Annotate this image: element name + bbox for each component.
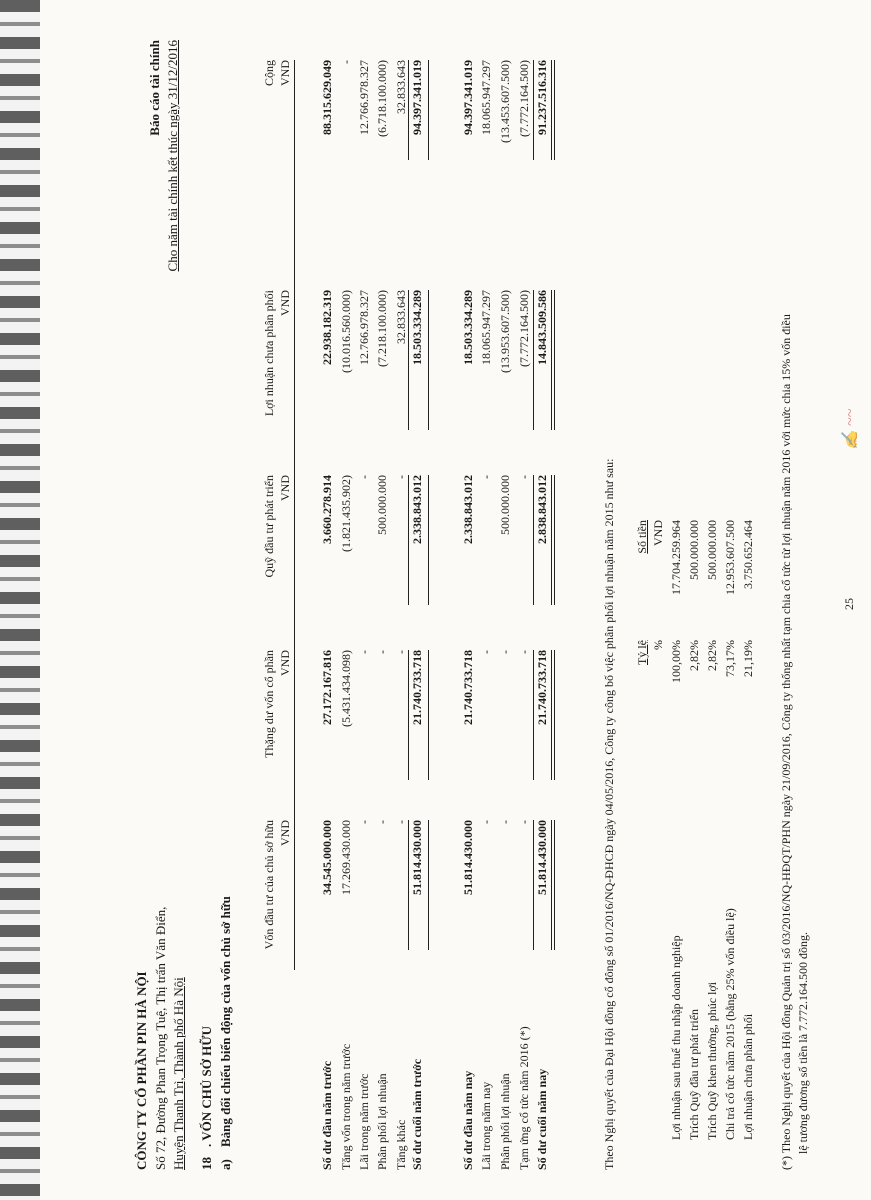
equity-cell: 51.814.430.000: [410, 820, 424, 895]
equity-cell: 2.338.843.012: [461, 475, 475, 544]
dist-col-rate-unit: %: [651, 640, 665, 650]
equity-cell: -: [357, 820, 371, 824]
section-number: 18: [199, 1157, 214, 1170]
equity-cell: (7.218.100.000): [375, 290, 389, 367]
equity-cell: -: [517, 820, 531, 824]
equity-cell: 88.315.629.049: [320, 60, 334, 135]
equity-cell: 2.838.843.012: [535, 475, 549, 544]
dist-row-rate: 100,00%: [669, 640, 683, 683]
company-name: CÔNG TY CỔ PHẦN PIN HÀ NỘI: [134, 971, 149, 1170]
subsection-title: Bảng đối chiếu biến động của vốn chủ sở hữu: [218, 896, 233, 1147]
equity-cell: -: [517, 475, 531, 479]
dist-col-amount-header: Số tiền: [635, 520, 649, 554]
dist-row-label: Chi trả cổ tức năm 2015 (bằng 25% vốn điều lệ): [723, 908, 737, 1140]
col-unit-owner-capital: VND: [278, 820, 292, 846]
total-rule: [408, 650, 409, 780]
total-rule: [408, 60, 409, 160]
equity-cell: (5.431.434.098): [339, 650, 353, 727]
equity-cell: 3.660.278.914: [320, 475, 334, 544]
dist-row-amount: 500.000.000: [687, 520, 701, 580]
equity-cell: (7.772.164.500): [517, 60, 531, 137]
total-rule: [408, 820, 409, 950]
subsection-label: a): [218, 1159, 233, 1170]
equity-cell: -: [394, 475, 408, 479]
total-rule: [551, 475, 555, 605]
equity-cell: -: [339, 60, 353, 64]
equity-cell: (7.772.164.500): [517, 290, 531, 367]
total-rule: [551, 820, 555, 950]
section-title: . VỐN CHỦ SỞ HỮU: [199, 1026, 214, 1147]
total-rule: [408, 290, 409, 430]
equity-cell: -: [517, 650, 531, 654]
footnote-line1: (*) Theo Nghị quyết của Hội đồng Quản trị số 03/2016/NQ-HĐQT/PHN ngày 21/09/2016, Công ty thống nhất tạm chia cổ tức từ lợi nhuận năm 2016 với mức chia 15% vốn điều: [779, 314, 793, 1170]
total-rule: [428, 475, 429, 605]
page-number: 25: [842, 598, 856, 610]
equity-cell: 51.814.430.000: [461, 820, 475, 895]
equity-cell: (13.953.607.500): [498, 290, 512, 373]
total-rule: [533, 290, 534, 430]
dist-row-amount: 500.000.000: [705, 520, 719, 580]
dist-row-rate: 2,82%: [705, 640, 719, 671]
equity-cell: 94.397.341.019: [410, 60, 424, 135]
equity-row-label: Số dư cuối năm nay: [535, 1068, 549, 1170]
header-rule: [294, 60, 295, 970]
col-header-dev-fund: Quỹ đầu tư phát triển: [262, 475, 276, 578]
total-rule: [551, 650, 555, 780]
total-rule: [428, 650, 429, 780]
equity-cell: -: [479, 475, 493, 479]
col-header-retained-earnings: Lợi nhuận chưa phân phối: [262, 290, 276, 417]
equity-cell: 2.338.843.012: [410, 475, 424, 544]
col-unit-total: VND: [278, 60, 292, 86]
equity-cell: -: [498, 820, 512, 824]
equity-row-label: Tăng khác: [394, 1119, 408, 1170]
dist-col-amount-unit: VND: [651, 520, 665, 546]
equity-cell: -: [357, 475, 371, 479]
company-address-line1: Số 72, Đường Phan Trọng Tuệ, Thị trấn Văn Điển,: [153, 906, 168, 1170]
total-rule: [533, 475, 534, 605]
equity-row-label: Số dư đầu năm nay: [461, 1070, 475, 1170]
equity-cell: 17.269.430.000: [339, 820, 353, 895]
dist-row-rate: 2,82%: [687, 640, 701, 671]
dist-col-rate-header: Tỷ lệ: [635, 640, 649, 665]
equity-cell: 500.000.000: [498, 475, 512, 535]
col-header-share-premium: Thặng dư vốn cổ phần: [262, 650, 276, 758]
col-header-total: Cộng: [262, 60, 276, 87]
dist-row-label: Trích Quỹ đầu tư phát triển: [687, 1008, 701, 1140]
dist-row-amount: 3.750.652.464: [741, 520, 755, 589]
equity-cell: 21.740.733.718: [535, 650, 549, 725]
equity-row-label: Số dư cuối năm trước: [410, 1058, 424, 1170]
equity-cell: 27.172.167.816: [320, 650, 334, 725]
equity-cell: 12.766.978.327: [357, 290, 371, 365]
dist-row-amount: 17.704.259.964: [669, 520, 683, 595]
equity-cell: (6.718.100.000): [375, 60, 389, 137]
dist-row-rate: 21,19%: [741, 640, 755, 677]
company-address-line2: Huyện Thanh Trì, Thành phố Hà Nội: [171, 977, 186, 1170]
report-title: Báo cáo tài chính: [147, 40, 162, 136]
equity-cell: (13.453.607.500): [498, 60, 512, 143]
equity-cell: 18.503.334.289: [461, 290, 475, 365]
equity-row-label: Phân phối lợi nhuận: [375, 1073, 389, 1170]
equity-cell: 14.843.509.586: [535, 290, 549, 365]
total-rule: [428, 820, 429, 950]
equity-row-label: Số dư đầu năm trước: [320, 1060, 334, 1170]
equity-cell: 21.740.733.718: [410, 650, 424, 725]
total-rule: [533, 60, 534, 160]
col-unit-share-premium: VND: [278, 650, 292, 676]
col-unit-retained-earnings: VND: [278, 290, 292, 316]
footnote-line2: lệ tương đương số tiền là 7.772.164.500 đồng.: [796, 931, 810, 1154]
report-period: Cho năm tài chính kết thúc ngày 31/12/2016: [165, 40, 180, 272]
dist-row-amount: 12.953.607.500: [723, 520, 737, 595]
equity-cell: 18.065.947.297: [479, 60, 493, 135]
equity-cell: 91.237.516.316: [535, 60, 549, 135]
dist-row-rate: 73,17%: [723, 640, 737, 677]
equity-cell: 21.740.733.718: [461, 650, 475, 725]
total-rule: [533, 820, 534, 950]
handwritten-signature: ✍ ~~: [842, 408, 859, 450]
total-rule: [533, 650, 534, 780]
equity-cell: -: [375, 650, 389, 654]
equity-cell: 32.833.643: [394, 60, 408, 114]
total-rule: [428, 60, 429, 160]
col-unit-dev-fund: VND: [278, 475, 292, 501]
equity-cell: -: [498, 650, 512, 654]
equity-cell: 500.000.000: [375, 475, 389, 535]
total-rule: [408, 475, 409, 605]
equity-cell: -: [479, 820, 493, 824]
equity-cell: 51.814.430.000: [535, 820, 549, 895]
col-header-owner-capital: Vốn đầu tư của chủ sở hữu: [262, 820, 276, 950]
equity-cell: 18.065.947.297: [479, 290, 493, 365]
equity-cell: 22.938.182.319: [320, 290, 334, 365]
dist-row-label: Lợi nhuận chưa phân phối: [741, 1013, 755, 1140]
total-rule: [551, 60, 555, 160]
equity-cell: 94.397.341.019: [461, 60, 475, 135]
equity-cell: 18.503.334.289: [410, 290, 424, 365]
equity-row-label: Tăng vốn trong năm trước: [339, 1043, 353, 1170]
resolution-paragraph: Theo Nghị quyết của Đại Hội đồng cổ đông số 01/2016/NQ-ĐHCĐ ngày 04/05/2016, Công ty công bố việc phân phối lợi nhuận năm 2015 như sau:: [602, 458, 616, 1170]
equity-cell: -: [357, 650, 371, 654]
equity-cell: -: [394, 820, 408, 824]
equity-row-label: Tạm ứng cổ tức năm 2016 (*): [517, 1026, 531, 1170]
total-rule: [428, 290, 429, 430]
total-rule: [551, 290, 555, 430]
equity-cell: 12.766.978.327: [357, 60, 371, 135]
equity-cell: (10.016.560.000): [339, 290, 353, 373]
dist-row-label: Trích Quỹ khen thưởng, phúc lợi: [705, 981, 719, 1140]
equity-cell: -: [375, 820, 389, 824]
equity-row-label: Lãi trong năm trước: [357, 1073, 371, 1170]
equity-cell: (1.821.435.902): [339, 475, 353, 552]
dist-row-label: Lợi nhuận sau thuế thu nhập doanh nghiệp: [669, 935, 683, 1140]
equity-row-label: Lãi trong năm nay: [479, 1081, 493, 1170]
equity-row-label: Phân phối lợi nhuận: [498, 1073, 512, 1170]
equity-cell: 34.545.000.000: [320, 820, 334, 895]
equity-cell: -: [479, 650, 493, 654]
equity-cell: -: [394, 650, 408, 654]
equity-cell: 32.833.643: [394, 290, 408, 344]
